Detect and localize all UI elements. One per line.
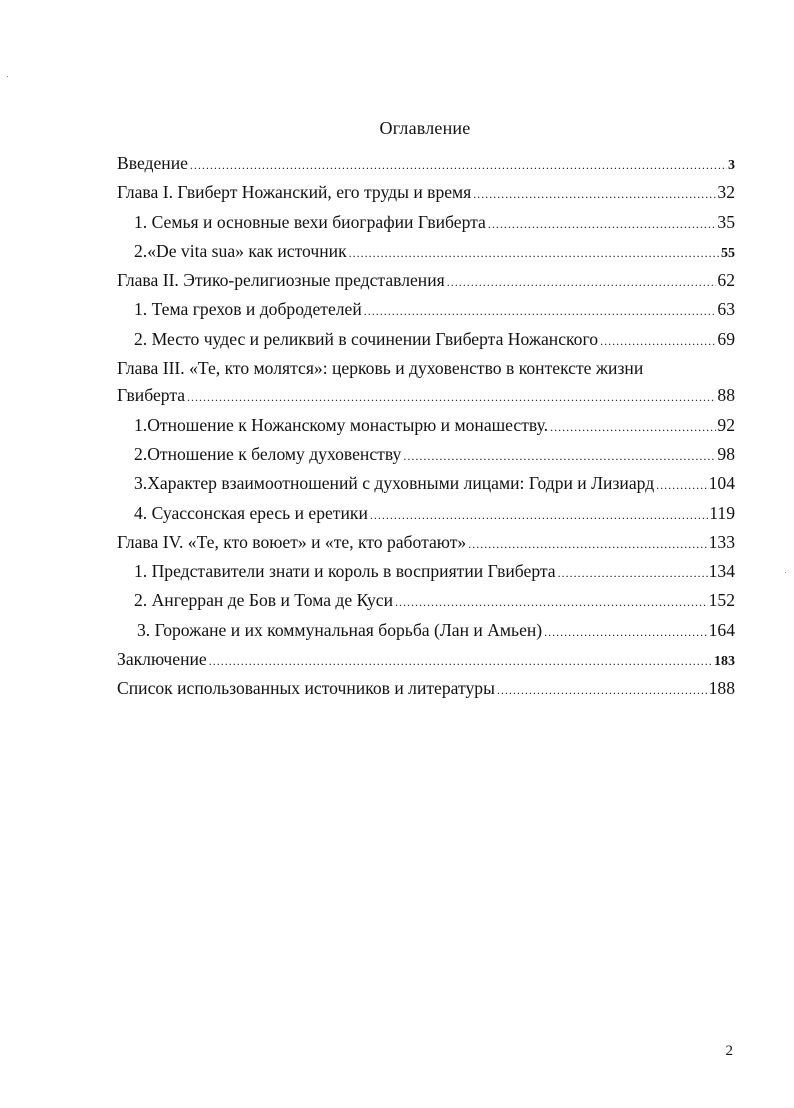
scan-speck [7,76,8,77]
toc-entry-chapter-1[interactable] [117,179,735,208]
dot-leader [656,472,707,499]
toc-entry-section-3-1[interactable] [117,412,735,441]
toc-entry-page: 3 [728,158,735,173]
toc-entry-bibliography[interactable] [117,675,735,704]
toc-entry-section-2-2[interactable] [117,326,735,355]
dot-leader [403,443,716,470]
toc-entry-label: Заключение [117,649,207,670]
toc-entry-chapter-3[interactable] [117,355,735,412]
toc-entry-label: 1. Семья и основные вехи биографии Гвиберта [134,211,486,232]
toc-entry-label: 2.«De vita sua» как источник [134,240,347,261]
toc-entry-label: 4. Суассонская ересь и еретики [134,502,368,523]
dot-leader [447,269,717,296]
page-number: 2 [725,1043,733,1059]
toc-entry-label: Глава IV. «Те, кто воюет» и «те, кто работают» [117,531,467,552]
toc-entry-section-2-1[interactable] [117,296,735,325]
dot-leader [187,384,716,411]
toc-entry-label-continued: Гвиберта [117,385,186,406]
toc-title: Оглавление [379,118,471,138]
toc-entry-page: 119 [709,502,735,523]
toc-entry-label: 2. Ангерран де Бов и Тома де Куси [134,590,393,611]
toc-entry-label: Список использованных источников и литературы [117,678,495,699]
toc-entry-page: 98 [717,443,735,464]
toc-entry-label: 1. Тема грехов и добродетелей [134,299,362,320]
toc-entry-label: Глава III. «Те, кто молятся»: церковь и духовенство в контексте жизни [117,358,644,379]
toc-entry-label: 3.Характер взаимоотношений с духовными лицами: Годри и Лизиард [134,473,655,494]
toc-entry-chapter-4[interactable] [117,529,735,558]
toc-entry-page: 104 [708,473,735,494]
dot-leader [395,589,708,616]
toc-entry-section-3-2[interactable] [117,441,735,470]
dot-leader [497,677,708,704]
dot-leader [349,240,720,267]
dot-leader [544,619,707,646]
toc-entry-page: 164 [708,619,735,640]
toc-entry-label: 1.Отношение к Ножанскому монастырю и монашеству. [134,414,549,435]
dot-leader [468,531,707,558]
dot-leader [488,211,717,238]
toc-entry-section-1-1[interactable] [117,209,735,238]
toc-entry-page: 92 [717,414,735,435]
toc-entry-page: 133 [708,531,735,552]
toc-entry-page: 35 [717,211,735,232]
toc-entry-page: 88 [717,385,735,406]
scan-speck [785,572,786,573]
toc-entry-introduction[interactable] [117,150,735,179]
dot-leader [558,560,708,587]
toc-entry-section-4-1[interactable] [117,558,735,587]
toc-entry-section-3-4[interactable] [117,500,735,529]
toc-entry-label: 3. Горожане и их коммунальная борьба (Лан и Амьен) [137,619,543,640]
toc-entry-label: 2. Место чудес и реликвий в сочинении Гвиберта Ножанского [134,328,599,349]
toc-entry-label: Введение [117,153,188,173]
toc-entry-section-3-3[interactable] [117,470,735,499]
toc-entry-conclusion[interactable] [117,646,735,675]
toc-entry-section-4-2[interactable] [117,587,735,616]
toc-entry-label: 2.Отношение к белому духовенству [134,443,402,464]
toc-entry-page: 55 [721,245,735,261]
toc-entry-section-1-2[interactable] [117,238,735,267]
toc-entry-page: 183 [714,654,735,670]
toc-entry-page: 32 [717,182,735,203]
dot-leader [473,181,716,208]
toc-entry-page: 69 [717,328,735,349]
toc-entry-page: 188 [708,678,735,699]
dot-leader [600,328,716,355]
dot-leader [370,502,708,529]
toc-entry-page: 152 [708,590,735,611]
table-of-contents [117,150,735,705]
toc-entry-page: 134 [708,561,735,582]
dot-leader [550,414,716,441]
dot-leader [190,152,727,179]
toc-entry-section-4-3[interactable] [117,617,735,646]
dot-leader [364,298,717,325]
toc-entry-page: 63 [717,299,735,320]
toc-entry-page: 62 [717,270,735,291]
toc-entry-label: Глава I. Гвиберт Ножанский, его труды и время [117,182,472,203]
toc-entry-chapter-2[interactable] [117,267,735,296]
dot-leader [209,648,713,675]
toc-entry-label: Глава II. Этико-религиозные представления [117,270,445,291]
toc-entry-label: 1. Представители знати и король в восприятии Гвиберта [134,561,556,582]
